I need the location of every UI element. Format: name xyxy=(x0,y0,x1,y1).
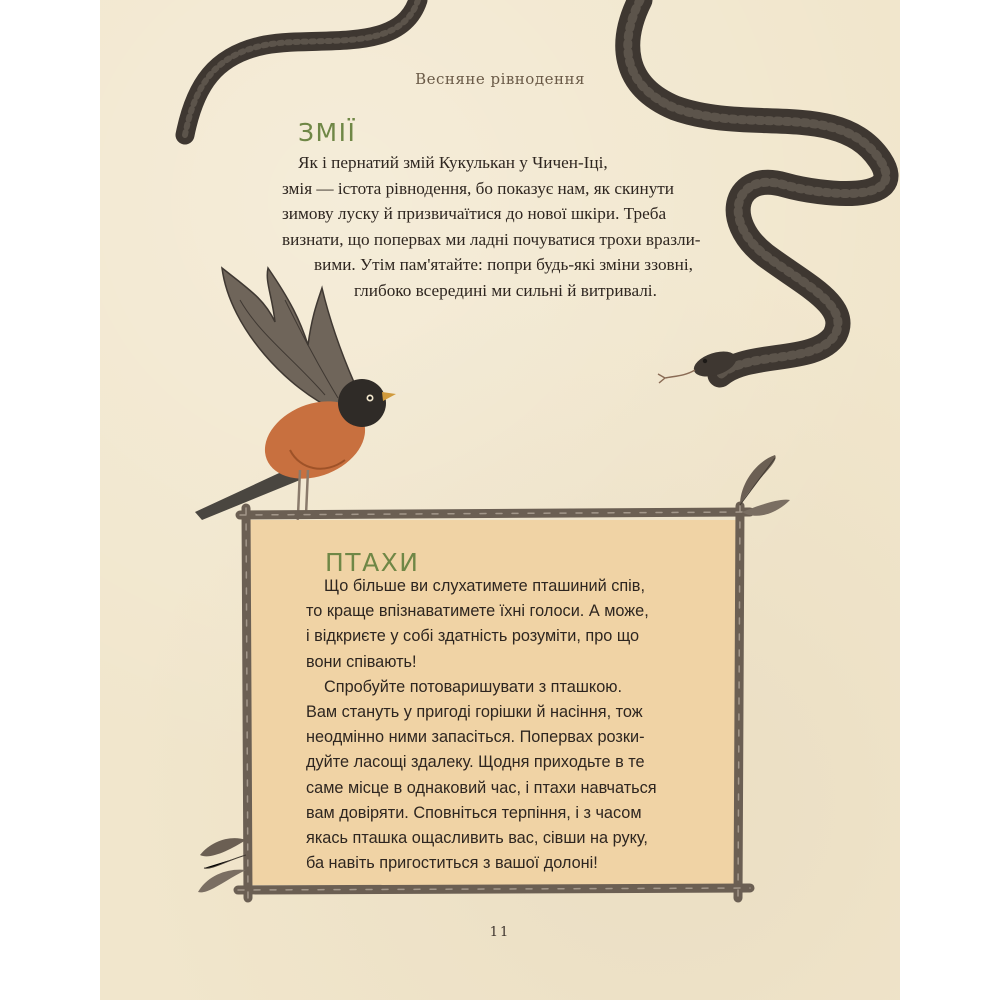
text-line: вам довіряти. Сповніться терпіння, і з часом xyxy=(306,803,642,822)
text-line: Що більше ви слухатимете пташиний спів, xyxy=(324,577,645,595)
snakes-paragraph xyxy=(282,150,702,304)
text-line: змія — істота рівнодення, бо показує нам, як скинути xyxy=(282,178,675,198)
text-line: Вам стануть у пригоді горішки й насіння, тож xyxy=(306,703,643,722)
text-line: зимову луску й призвичаїтися до нової шкіри. Треба xyxy=(282,204,667,224)
book-page xyxy=(100,0,900,1000)
section-heading-birds: ПТАХИ xyxy=(325,548,420,577)
text-line: вони співають! xyxy=(306,652,417,671)
leaf-decoration-bottom-left xyxy=(198,838,246,892)
text-line: і відкриєте у собі здатність розуміти, про що xyxy=(306,627,640,646)
running-head: Весняне рівнодення xyxy=(415,70,585,88)
text-line: Як і пернатий змій Кукулькан у Чичен-Іці, xyxy=(298,153,608,172)
text-line: то краще впізнаватимете їхні голоси. А може, xyxy=(306,602,649,621)
leaf-decoration-top-right xyxy=(740,455,790,516)
snake-illustration-top-left xyxy=(185,0,418,135)
text-line: глибоко всередині ми сильні й витривалі. xyxy=(354,280,657,300)
birds-paragraph xyxy=(306,574,726,876)
robin-illustration xyxy=(195,268,396,524)
text-line: неодмінно ними запасіться. Попервах розки- xyxy=(306,728,645,747)
text-line: якась пташка ощасливить вас, сівши на руку, xyxy=(306,829,648,848)
text-line: визнати, що попервах ми ладні почуватися трохи вразли- xyxy=(282,229,701,249)
text-line: вими. Утім пам'ятайте: попри будь-які зміни ззовні, xyxy=(314,255,693,275)
text-line: саме місце в однаковий час, і птахи навчаться xyxy=(306,778,657,797)
text-line: Спробуйте потоваришувати з пташкою. xyxy=(324,677,622,696)
page-number: 11 xyxy=(489,925,511,940)
section-heading-snakes: ЗМІЇ xyxy=(298,118,357,147)
text-line: дуйте ласощі здалеку. Щодня приходьте в те xyxy=(306,753,645,772)
text-line: ба навіть пригоститься з вашої долоні! xyxy=(306,854,598,873)
